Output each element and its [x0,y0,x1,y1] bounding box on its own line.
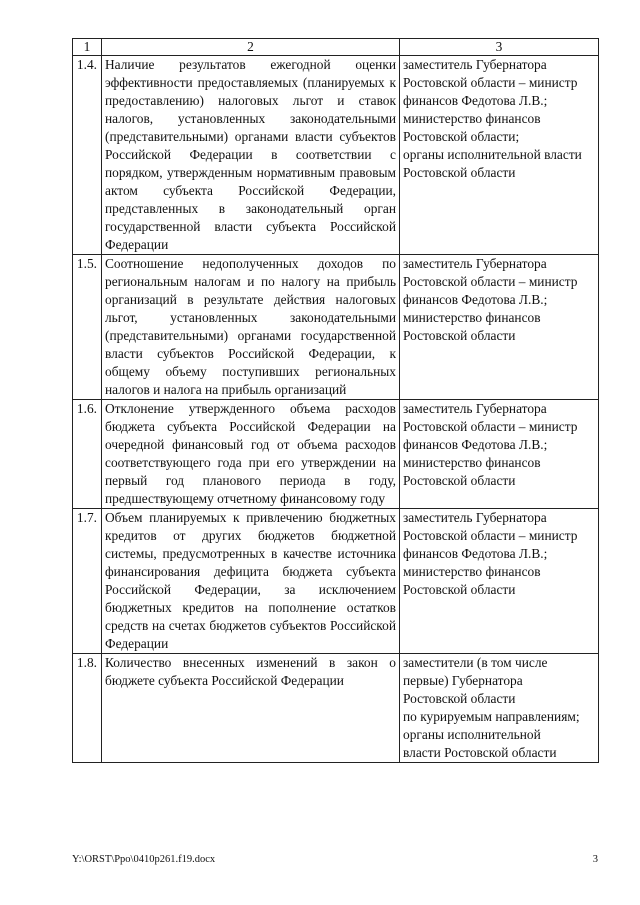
table-header-row [73,39,599,56]
indicator-description: Объем планируемых к привлечению бюджетных кредитов от других бюджетов бюджетной системы, предусмотренных в качестве источника финансирования дефицита бюджета субъекта Российской Федерации, за исключением бюджетных кредитов на пополнение остатков средств на счетах бюджетов субъектов Российской Федерации [102,509,400,654]
responsible-parties: заместитель Губернатора Ростовской области – министр финансов Федотова Л.В.; министерство финансов Ростовской области [400,255,599,400]
indicator-description: Соотношение недополученных доходов по региональным налогам и по налогу на прибыль организаций в результате действия налоговых льгот, установленных законодательными (представительными) органами государственной власти субъектов Российской Федерации, к общему объему поступивших региональных налогов и налога на прибыль организаций [102,255,400,400]
responsible-parties: заместитель Губернатора Ростовской области – министр финансов Федотова Л.В.; министерство финансов Ростовской области [400,509,599,654]
footer-file-path: Y:\ORST\Ppo\0410p261.f19.docx [72,854,216,865]
row-number: 1.7. [73,509,102,654]
table-row [73,56,599,255]
row-number: 1.6. [73,400,102,509]
row-number: 1.4. [73,56,102,255]
indicator-table [72,38,599,763]
indicator-description: Отклонение утвержденного объема расходов бюджета субъекта Российской Федерации на очередной финансовый год от объема расходов соответствующего года при его утверждении на первый год планового периода в году, предшествующему отчетному финансовому году [102,400,400,509]
responsible-parties: заместитель Губернатора Ростовской области – министр финансов Федотова Л.В.; министерство финансов Ростовской области; органы исполнительной власти Ростовской области [400,56,599,255]
header-cell-2: 2 [102,39,400,56]
indicator-description: Количество внесенных изменений в закон о бюджете субъекта Российской Федерации [102,654,400,763]
table-row [73,255,599,400]
footer-page-number: 3 [592,854,598,865]
header-cell-3: 3 [400,39,599,56]
table-row [73,400,599,509]
row-number: 1.8. [73,654,102,763]
row-number: 1.5. [73,255,102,400]
header-cell-1: 1 [73,39,102,56]
table-row [73,509,599,654]
responsible-parties: заместители (в том числе первые) Губернатора Ростовской области по курируемым направлениям; органы исполнительной власти Ростовской области [400,654,599,763]
responsible-parties: заместитель Губернатора Ростовской области – министр финансов Федотова Л.В.; министерство финансов Ростовской области [400,400,599,509]
indicator-description: Наличие результатов ежегодной оценки эффективности предоставляемых (планируемых к предоставлению) налоговых льгот и ставок налогов, установленных законодательными (представительными) органами власти субъектов Российской Федерации в соответствии с порядком, утвержденным нормативным правовым актом субъекта Российской Федерации, представленных в законодательный орган государственной власти субъекта Российской Федерации [102,56,400,255]
table-row [73,654,599,763]
